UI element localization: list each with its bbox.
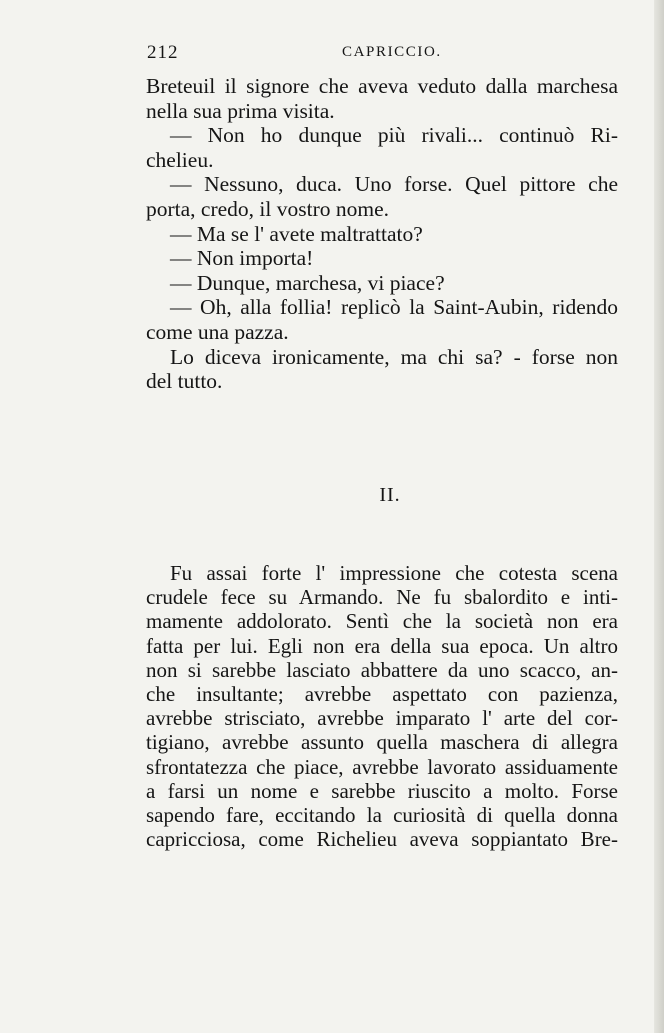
- text-line: sapendo fare, eccitando la curiosità di quella donna: [146, 803, 618, 828]
- text-line: non si sarebbe lasciato abbattere da uno scacco, an-: [146, 657, 618, 682]
- text-line: crudele fece su Armando. Ne fu sbalordito e inti-: [146, 585, 618, 610]
- section-heading: II.: [379, 484, 401, 506]
- running-head: [147, 42, 617, 66]
- text-line: fatta per lui. Egli non era della sua epoca. Un altro: [146, 633, 618, 658]
- page-edge: [654, 0, 664, 1033]
- text-line: capricciosa, come Richelieu aveva soppiantato Bre-: [146, 827, 618, 852]
- text-line: — Non importa!: [170, 246, 314, 271]
- text-line: tigiano, avrebbe assunto quella maschera di allegra: [146, 730, 618, 755]
- text-line: Fu assai forte l' impressione che cotesta scena: [170, 561, 618, 585]
- text-line: avrebbe strisciato, avrebbe imparato l' arte del cor-: [146, 706, 618, 731]
- text-line: — Ma se l' avete maltrattato?: [170, 221, 423, 246]
- text-line: nella sua prima visita.: [146, 98, 335, 123]
- text-line: — Nessuno, duca. Uno forse. Quel pittore che: [170, 172, 618, 197]
- running-title: CAPRICCIO.: [342, 44, 442, 60]
- text-line: — Dunque, marchesa, vi piace?: [170, 270, 445, 295]
- text-line: Lo diceva ironicamente, ma chi sa? - forse non: [170, 344, 618, 369]
- text-line: mamente addolorato. Sentì che la società non era: [146, 609, 618, 634]
- paragraph-block: [146, 561, 618, 851]
- text-line: chelieu.: [146, 147, 214, 172]
- text-line: — Oh, alla follia! replicò la Saint-Aubin, ridendo: [170, 295, 618, 320]
- text-line: porta, credo, il vostro nome.: [146, 196, 390, 221]
- text-line: — Non ho dunque più rivali... continuò Ri-: [170, 123, 618, 148]
- text-line: come una pazza.: [146, 319, 289, 344]
- text-line: a farsi un nome e sarebbe riuscito a molto. Forse: [146, 778, 618, 803]
- text-line: Breteuil il signore che aveva veduto dalla marchesa: [146, 74, 618, 98]
- text-line: che insultante; avrebbe aspettato con pazienza,: [146, 682, 618, 707]
- text-line: del tutto.: [146, 369, 223, 394]
- page-number: 212: [147, 42, 179, 63]
- text-line: sfrontatezza che piace, avrebbe lavorato assiduamente: [146, 754, 618, 779]
- dialogue-block: [146, 74, 618, 394]
